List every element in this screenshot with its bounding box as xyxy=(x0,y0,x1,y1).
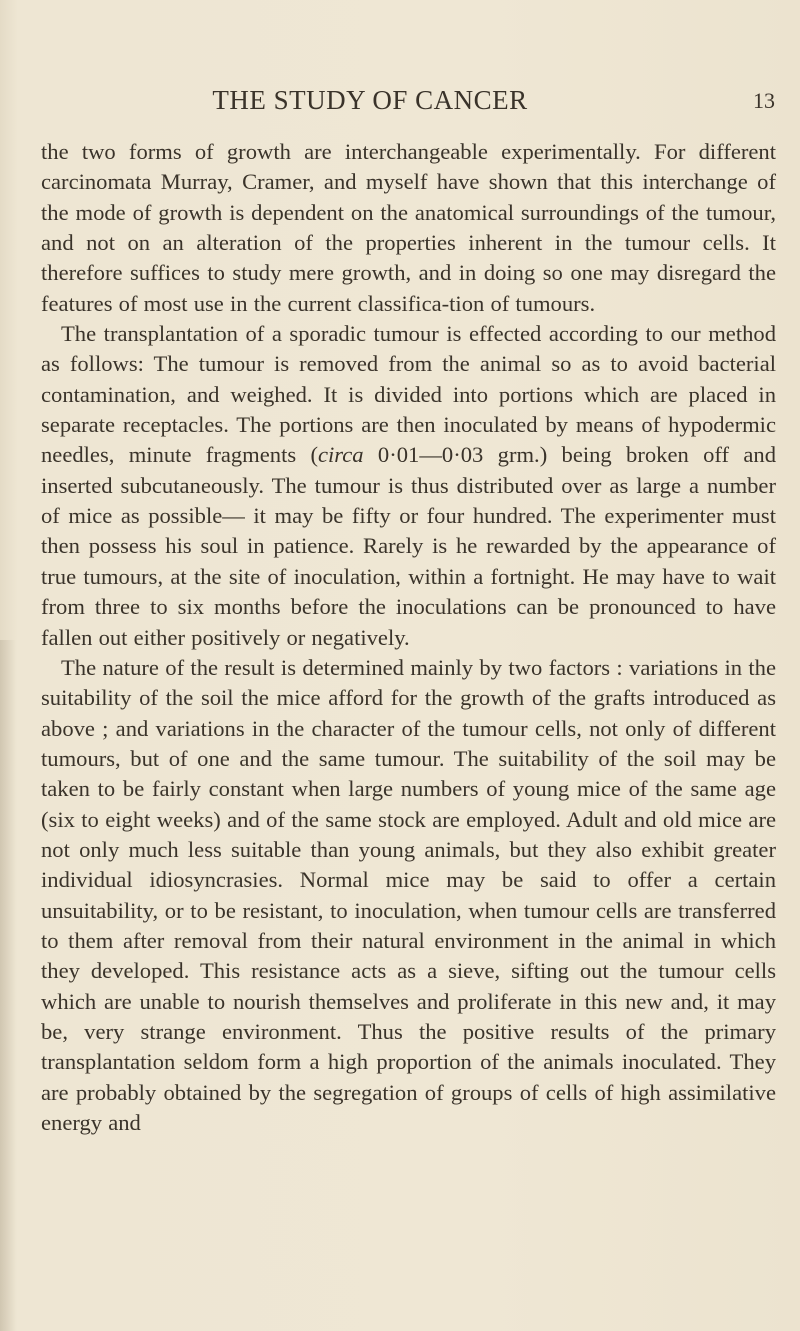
page-number: 13 xyxy=(753,88,775,113)
paragraph-transplantation-method xyxy=(41,319,776,653)
binding-shadow xyxy=(0,640,16,1331)
paragraph-result-factors: The nature of the result is determined mainly by two factors : variations in the suitability of the soil the mice afford for the growth of the grafts introduced as above ; and variations in the character of the tumour cells, not only of different tumours, but of one and the same tumour. The suitability of the soil may be taken to be fairly constant when large numbers of young mice of the same age (six to eight weeks) and of the same stock are employed. Adult and old mice are not only much less suitable than young animals, but they also exhibit greater individual idiosyncrasies. Normal mice may be said to offer a certain unsuitability, or to be resistant, to inoculation, when tumour cells are transferred to them after removal from their natural environment in the animal in which they developed. This resistance acts as a sieve, sifting out the tumour cells which are unable to nourish themselves and proliferate in this new and, it may be, very strange environment. Thus the positive results of the primary transplantation seldom form a high proportion of the animals inoculated. They are probably obtained by the segregation of groups of cells of high assimilative energy and xyxy=(41,654,776,1135)
paragraph-continuation: the two forms of growth are interchangeable experimentally. For different carcinomata Murray, Cramer, and myself have shown that this interchange of the mode of growth is dependent on the anatomical surroundings of the tumour, and not on an alteration of the properties inherent in the tumour cells. It therefore suffices to study mere growth, and in doing so one may disregard the features of most use in the current classifica-tion of tumours. xyxy=(41,139,776,316)
paragraph-text: 0·01—0·03 grm.) being broken off and inserted subcutaneously. The tumour is thus distributed over as large a number of mice as possible— it may be fifty or four hundred. The experimenter must then possess his soul in patience. Rarely is he rewarded by the appearance of true tumours, at the site of inoculation, within a fortnight. He may have to wait from three to six months before the inoculations can be pronounced to have fallen out either positively or negatively. xyxy=(41,442,776,650)
running-title: THE STUDY OF CANCER xyxy=(212,85,528,115)
body-text xyxy=(41,137,776,1138)
running-head xyxy=(0,84,800,116)
paragraph-text: The transplantation of a sporadic tumour is effected according to our method as follows: The tumour is removed from the animal so as to avoid bacterial contamination, and weighed. It is divided into portions which are placed in separate receptacles. The portions are then inoculated by means of hypodermic needles, minute fragments ( xyxy=(41,321,776,468)
italic-term: circa xyxy=(317,442,364,468)
